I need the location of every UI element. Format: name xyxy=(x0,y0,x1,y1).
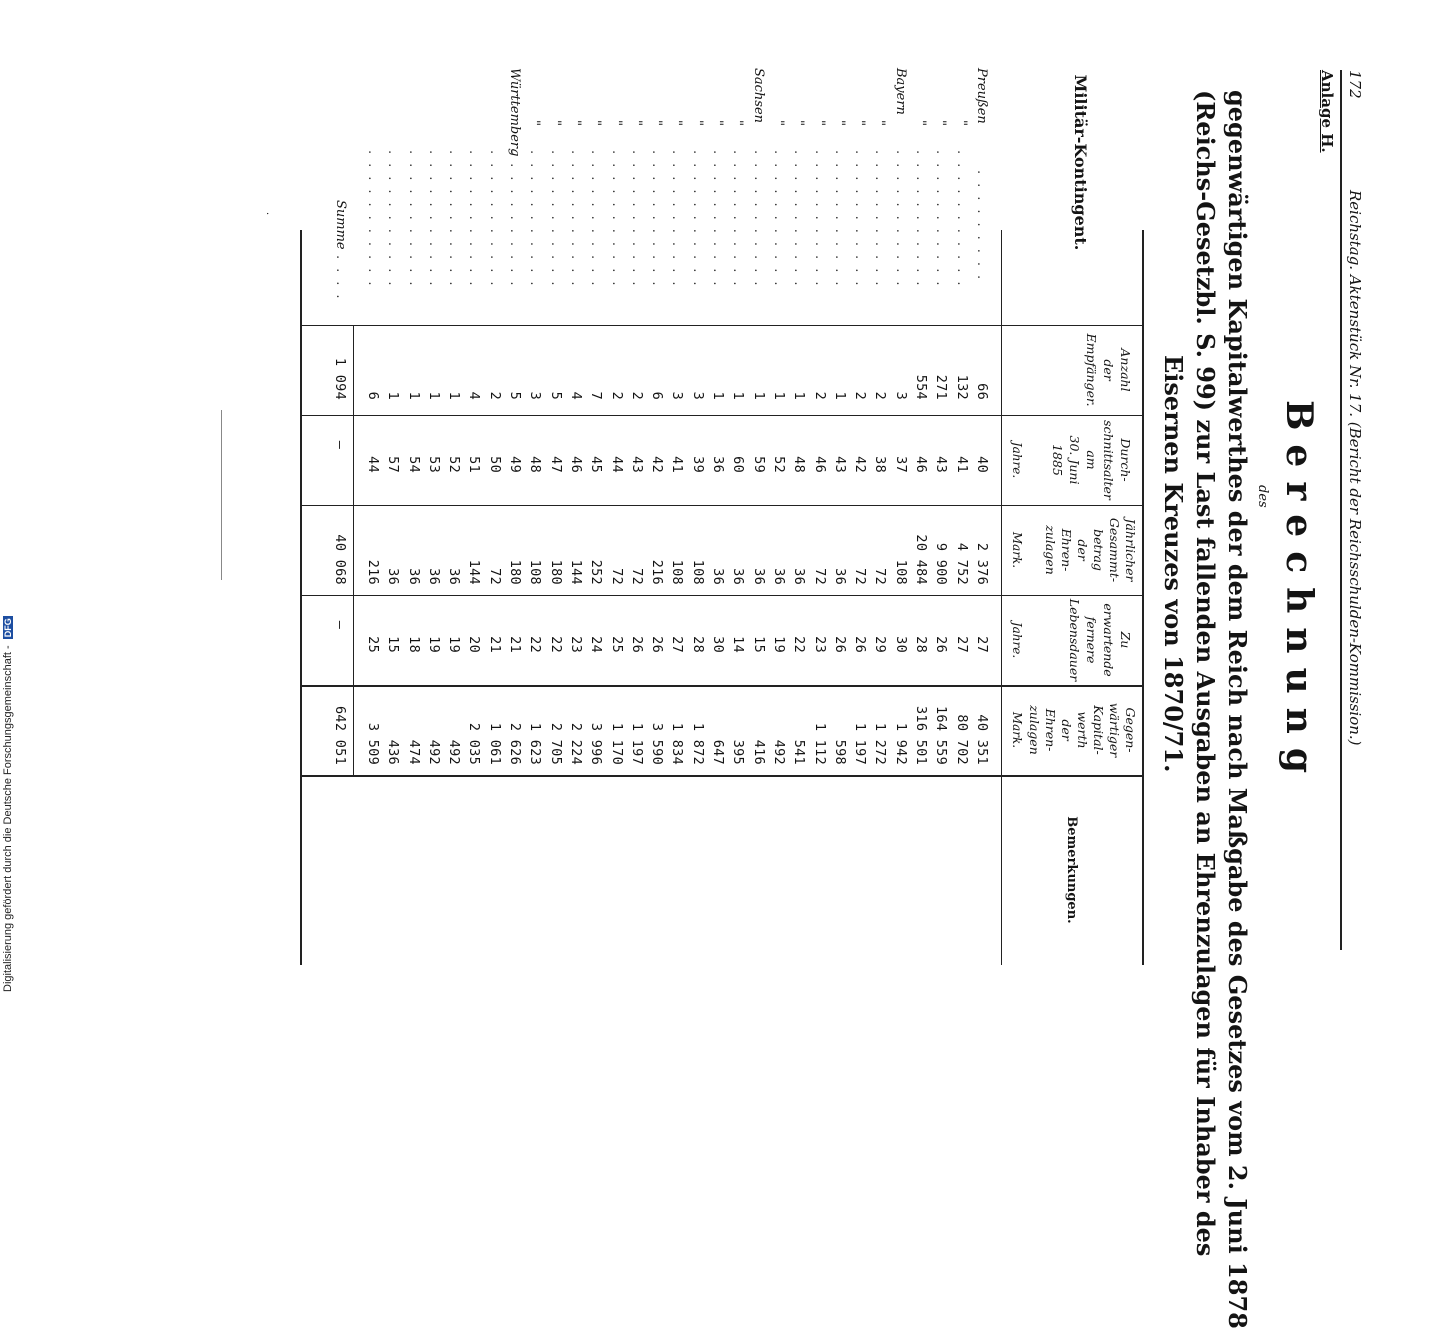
leader-dots: ........... xyxy=(933,150,949,295)
table-cell: 5 xyxy=(507,391,524,400)
state-label: " xyxy=(933,120,949,126)
table-cell: 1 xyxy=(831,391,848,400)
table-cell: 252 xyxy=(588,559,605,585)
leader-dots: ........... xyxy=(365,150,380,295)
table-cell: 180 xyxy=(507,559,524,585)
table-cell: 39 xyxy=(689,456,706,473)
leader-dots: ........... xyxy=(771,150,786,295)
table-cell: 1 061 xyxy=(486,722,503,765)
table-cell: 50 xyxy=(486,456,503,473)
leader-dots: ........... xyxy=(385,150,401,295)
table-cell: 36 xyxy=(831,568,848,585)
funding-note xyxy=(2,616,14,992)
table-cell: 72 xyxy=(628,568,645,585)
table-header-rule xyxy=(1001,230,1002,965)
leader-dots: ........... xyxy=(750,150,766,295)
state-label: " xyxy=(608,120,624,126)
leader-dots: ........... xyxy=(831,150,847,295)
table-cell: 1 xyxy=(385,391,402,400)
table-cell: 2 224 xyxy=(568,722,584,765)
table-cell: 1 942 xyxy=(892,722,909,765)
sum-dots: .... xyxy=(333,255,348,308)
table-cell: 72 xyxy=(486,568,503,585)
sum-label: Summe xyxy=(333,200,348,250)
table-cell: 2 xyxy=(486,391,503,400)
table-cell: 30 xyxy=(892,636,909,653)
table-cell: 144 xyxy=(568,559,584,585)
table-cell: 2 626 xyxy=(507,722,524,765)
table-cell: 108 xyxy=(527,559,544,585)
table-cell: 395 xyxy=(730,739,747,765)
sum-count: 1 094 xyxy=(332,357,348,400)
leader-dots: ........... xyxy=(425,150,441,295)
table-cell: 42 xyxy=(649,456,666,473)
table-cell: 72 xyxy=(852,568,869,585)
table-cell: 22 xyxy=(791,636,808,653)
sum-total: 40 068 xyxy=(332,534,348,585)
table-cell: 1 xyxy=(710,391,727,400)
sum-rule xyxy=(353,325,354,775)
table-cell: 48 xyxy=(527,456,544,473)
table-cell: 554 xyxy=(913,374,930,400)
unit-total: Mark. xyxy=(1010,531,1024,569)
table-top-rule xyxy=(1142,230,1144,965)
table-cell: 20 xyxy=(466,636,483,653)
state-label: " xyxy=(547,120,563,126)
table-cell: 25 xyxy=(608,636,625,653)
state-label: Preußen xyxy=(974,68,989,124)
table-cell: 53 xyxy=(425,456,442,473)
leader-dots: ........... xyxy=(486,150,502,295)
table-cell: 15 xyxy=(385,636,402,653)
table-cell: 52 xyxy=(446,456,463,473)
table-cell: 38 xyxy=(872,456,889,473)
table-cell: 271 xyxy=(933,374,950,400)
table-cell: 23 xyxy=(568,636,584,653)
table-cell: 7 xyxy=(588,391,605,400)
table-cell: 36 xyxy=(791,568,808,585)
state-label: " xyxy=(791,120,807,126)
header-contingent: Militär-Kontingent. xyxy=(1071,74,1090,251)
table-cell: 46 xyxy=(568,456,584,473)
leader-dots: ........... xyxy=(689,150,705,295)
table-cell: 29 xyxy=(872,636,889,653)
table-cell: 54 xyxy=(405,456,422,473)
table-cell: 1 xyxy=(405,391,422,400)
leader-dots: ........... xyxy=(649,150,665,295)
table-cell: 36 xyxy=(446,568,463,585)
state-label: " xyxy=(628,120,644,126)
table-cell: 1 272 xyxy=(872,722,889,765)
leader-dots: ........... xyxy=(872,150,888,295)
leader-dots: ........... xyxy=(852,150,868,295)
table-cell: 1 112 xyxy=(811,722,828,765)
table-cell: 1 197 xyxy=(852,722,869,765)
table-cell: 474 xyxy=(405,739,422,765)
table-cell: 41 xyxy=(953,456,970,473)
table-cell: 26 xyxy=(852,636,869,653)
table-cell: 647 xyxy=(710,739,727,765)
table-cell: 3 996 xyxy=(588,722,605,765)
leader-dots: ......... xyxy=(974,170,989,289)
leader-dots: ........... xyxy=(791,150,807,295)
table-cell: 18 xyxy=(405,636,422,653)
table-cell: 23 xyxy=(811,636,828,653)
table-cell: 5 xyxy=(547,391,564,400)
table-cell: 26 xyxy=(831,636,848,653)
table-cell: 1 xyxy=(771,391,787,400)
table-cell: 22 xyxy=(547,636,564,653)
table-cell: 80 702 xyxy=(953,714,970,765)
header-count: Anzahl der Empfänger. xyxy=(1084,333,1133,407)
dfg-logo: DFG xyxy=(3,618,13,638)
table-cell: 40 351 xyxy=(974,714,990,765)
table-cell: 598 xyxy=(831,739,848,765)
col-sep-6 xyxy=(302,775,1144,777)
leader-dots: ........... xyxy=(547,150,563,295)
unit-life: Jahre. xyxy=(1010,621,1024,659)
table-cell: 132 xyxy=(953,374,970,400)
document-title: Berechnung xyxy=(1278,400,1320,787)
leader-dots: ........... xyxy=(913,150,929,295)
state-label: Württemberg xyxy=(507,68,523,157)
table-cell: 26 xyxy=(628,636,645,653)
table-cell: 44 xyxy=(365,456,381,473)
leader-dots: ........... xyxy=(568,150,583,295)
table-cell: 2 xyxy=(872,391,889,400)
leader-dots: ........... xyxy=(892,150,908,295)
table-cell: 3 590 xyxy=(649,722,666,765)
table-cell: 60 xyxy=(730,456,747,473)
table-cell: 28 xyxy=(913,636,930,653)
state-label: Sachsen xyxy=(750,68,766,124)
table-cell: 316 501 xyxy=(913,706,930,765)
sum-capital: 642 051 xyxy=(332,706,348,765)
table-cell: 541 xyxy=(791,739,808,765)
table-cell: 52 xyxy=(771,456,787,473)
scan-mark-line xyxy=(221,410,222,580)
page-number: 172 xyxy=(1346,70,1364,99)
leader-dots: ........... xyxy=(628,150,644,295)
state-label: " xyxy=(730,120,746,126)
table-cell: 15 xyxy=(750,636,767,653)
table-bottom-rule xyxy=(300,230,302,965)
funding-text: Digitalisierung gefördert durch die Deutsche Forschungsgemeinschaft - xyxy=(2,645,14,992)
table-cell: 59 xyxy=(750,456,767,473)
state-label: " xyxy=(953,120,969,126)
table-cell: 44 xyxy=(608,456,625,473)
table-cell: 25 xyxy=(365,636,381,653)
table-cell: 19 xyxy=(425,636,442,653)
table-cell: 26 xyxy=(933,636,950,653)
leader-dots: ........... xyxy=(811,150,827,295)
table-cell: 2 xyxy=(608,391,625,400)
table-cell: 1 xyxy=(750,391,767,400)
sum-age: — xyxy=(332,440,348,450)
unit-age: Jahre. xyxy=(1010,441,1024,479)
table-cell: 9 900 xyxy=(933,542,950,585)
table-cell: 57 xyxy=(385,456,402,473)
table-cell: 108 xyxy=(892,559,909,585)
table-cell: 2 xyxy=(811,391,828,400)
state-label: " xyxy=(852,120,868,126)
leader-dots: ........... xyxy=(466,150,482,295)
table-cell: 36 xyxy=(710,568,727,585)
table-cell: 108 xyxy=(669,559,686,585)
table-cell: 3 xyxy=(689,391,706,400)
table-cell: 3 xyxy=(669,391,686,400)
table-cell: 492 xyxy=(771,739,787,765)
table-cell: 3 xyxy=(527,391,544,400)
table-cell: 27 xyxy=(669,636,686,653)
table-cell: 492 xyxy=(425,739,442,765)
table-cell: 42 xyxy=(852,456,869,473)
running-head-rule xyxy=(1341,70,1343,950)
table-cell: 436 xyxy=(385,739,402,765)
table-cell: 36 xyxy=(750,568,767,585)
table-cell: 216 xyxy=(365,559,381,585)
table-cell: 1 xyxy=(446,391,463,400)
table-cell: 4 xyxy=(568,391,584,400)
table-cell: 27 xyxy=(953,636,970,653)
table-cell: 37 xyxy=(892,456,909,473)
leader-dots: ........... xyxy=(588,150,604,295)
table-cell: 6 xyxy=(649,391,666,400)
table-cell: 3 509 xyxy=(365,722,381,765)
table-cell: 2 xyxy=(628,391,645,400)
annex-label: Anlage H. xyxy=(1318,70,1336,153)
table-cell: 4 xyxy=(466,391,483,400)
table-cell: 14 xyxy=(730,636,747,653)
table-cell: 2 035 xyxy=(466,722,483,765)
header-capital: Gegen- wärtiger Kapital- werth der Ehren- zulagen xyxy=(1027,702,1138,758)
leader-dots: ........... xyxy=(953,150,969,295)
table-cell: 2 376 xyxy=(974,542,990,585)
table-cell: 48 xyxy=(791,456,808,473)
table-cell: 21 xyxy=(507,636,524,653)
header-age: Durch- schnittsalter am 30. Juni 1885 xyxy=(1050,420,1133,500)
table-cell: 3 xyxy=(892,391,909,400)
sum-life: — xyxy=(332,620,348,630)
table-cell: 46 xyxy=(811,456,828,473)
table-cell: 36 xyxy=(425,568,442,585)
table-cell: 43 xyxy=(628,456,645,473)
table-cell: 2 xyxy=(852,391,869,400)
table-cell: 47 xyxy=(547,456,564,473)
table-cell: 36 xyxy=(385,568,402,585)
table-cell: 40 xyxy=(974,456,990,473)
scan-mark-dot: · xyxy=(261,212,272,216)
table-cell: 36 xyxy=(771,568,787,585)
table-cell: 66 xyxy=(974,383,990,400)
table-cell: 41 xyxy=(669,456,686,473)
leader-dots: ........... xyxy=(446,150,462,295)
table-cell: 180 xyxy=(547,559,564,585)
table-cell: 1 872 xyxy=(689,722,706,765)
table-cell: 4 752 xyxy=(953,542,970,585)
table-cell: 20 484 xyxy=(913,534,930,585)
table-cell: 72 xyxy=(811,568,828,585)
state-label: " xyxy=(771,120,786,126)
table-cell: 144 xyxy=(466,559,483,585)
state-label: " xyxy=(689,120,705,126)
header-total: Jährlicher Gesammt- betrag der Ehren- zulagen xyxy=(1043,517,1138,583)
title-des: des xyxy=(1255,485,1270,508)
table-cell: 24 xyxy=(588,636,605,653)
table-cell: 19 xyxy=(771,636,787,653)
table-cell: 108 xyxy=(689,559,706,585)
table-cell: 51 xyxy=(466,456,483,473)
table-cell: 36 xyxy=(405,568,422,585)
leader-dots: ........... xyxy=(405,150,421,295)
state-label: " xyxy=(669,120,685,126)
table-cell: 36 xyxy=(710,456,727,473)
table-cell: 30 xyxy=(710,636,727,653)
leader-dots: ........... xyxy=(669,150,685,295)
leader-dots: ........... xyxy=(730,150,746,295)
state-label: " xyxy=(588,120,604,126)
state-label: " xyxy=(811,120,827,126)
table-cell: 6 xyxy=(365,391,381,400)
subtitle-line-3: Eisernen Kreuzes von 1870/71. xyxy=(1159,355,1188,773)
table-cell: 27 xyxy=(974,636,990,653)
leader-dots: ........... xyxy=(507,150,523,295)
state-label: " xyxy=(872,120,888,126)
table-cell: 21 xyxy=(486,636,503,653)
header-remarks: Bemerkungen. xyxy=(1064,816,1079,924)
state-label: " xyxy=(710,120,726,126)
leader-dots: ........... xyxy=(608,150,624,295)
table-cell: 1 xyxy=(730,391,747,400)
state-label: " xyxy=(913,120,929,126)
table-cell: 72 xyxy=(608,568,625,585)
running-head: Reichstag. Aktenstück Nr. 17. (Bericht der Reichsschulden-Kommission.) xyxy=(1346,190,1364,746)
header-life: Zu erwartende fernere Lebensdauer xyxy=(1067,598,1133,682)
state-label: Bayern xyxy=(892,68,908,115)
table-cell: 43 xyxy=(831,456,848,473)
state-label: " xyxy=(649,120,665,126)
table-cell: 1 xyxy=(791,391,808,400)
table-cell: 26 xyxy=(649,636,666,653)
table-cell: 19 xyxy=(446,636,463,653)
state-label: " xyxy=(831,120,847,126)
table-cell: 49 xyxy=(507,456,524,473)
table-cell: 36 xyxy=(730,568,747,585)
table-cell: 164 559 xyxy=(933,706,950,765)
table-cell: 416 xyxy=(750,739,767,765)
table-cell: 22 xyxy=(527,636,544,653)
unit-capital: Mark. xyxy=(1010,711,1024,749)
table-cell: 43 xyxy=(933,456,950,473)
table-cell: 28 xyxy=(689,636,706,653)
subtitle-line-2: (Reichs-Gesetzbl. S. 99) zur Last fallenden Ausgaben an Ehrenzulagen für Inhaber des xyxy=(1191,90,1220,1257)
table-cell: 492 xyxy=(446,739,463,765)
leader-dots: ........... xyxy=(527,150,543,295)
table-cell: 2 705 xyxy=(547,722,564,765)
state-label: " xyxy=(568,120,583,126)
table-cell: 72 xyxy=(872,568,889,585)
table-cell: 1 197 xyxy=(628,722,645,765)
table-cell: 216 xyxy=(649,559,666,585)
leader-dots: ........... xyxy=(710,150,726,295)
state-label: " xyxy=(527,120,543,126)
table-cell: 1 170 xyxy=(608,722,625,765)
table-cell: 1 834 xyxy=(669,722,686,765)
table-cell: 45 xyxy=(588,456,605,473)
table-cell: 1 xyxy=(425,391,442,400)
table-cell: 1 623 xyxy=(527,722,544,765)
subtitle-line-1: gegenwärtigen Kapitalwerthes der dem Reich nach Maßgabe des Gesetzes vom 2. Juni 1878 xyxy=(1223,90,1252,1329)
table-cell: 46 xyxy=(913,456,930,473)
